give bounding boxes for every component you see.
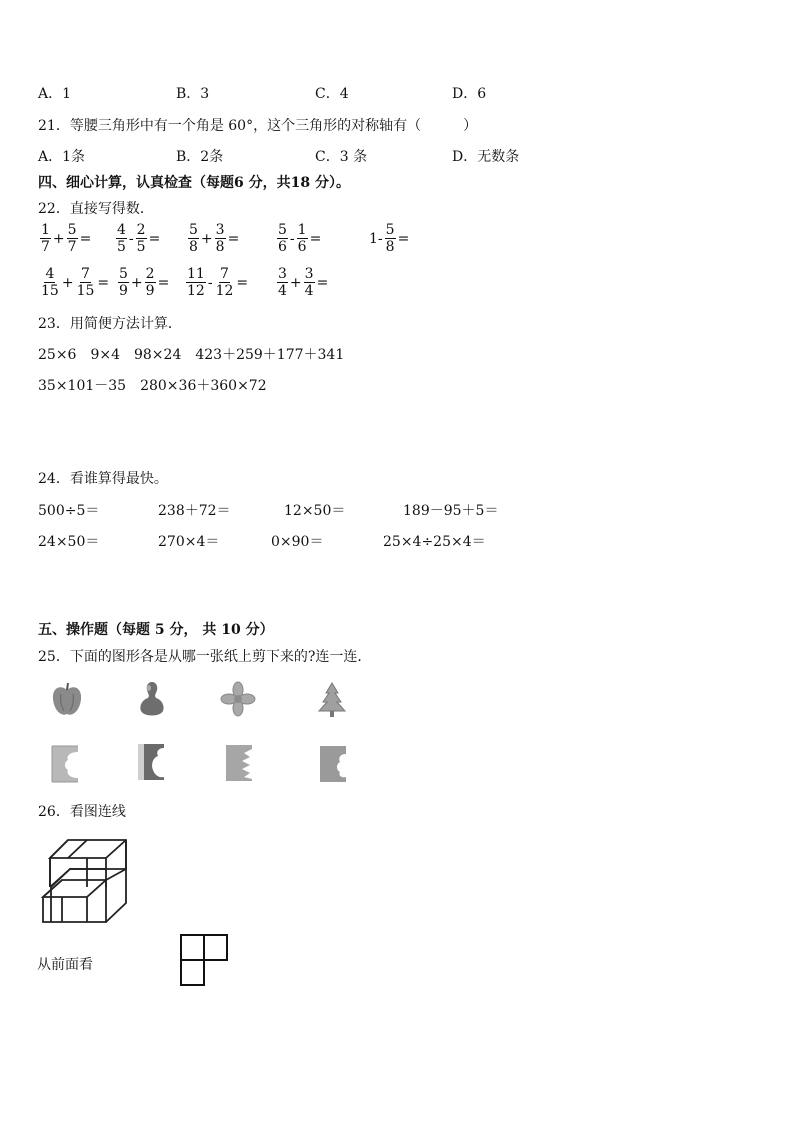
q20-option-b: B．3 — [176, 86, 210, 102]
q22-expr: 1- $\frac{5}{8}$ = — [369, 222, 410, 255]
q20-option-d: D．6 — [452, 86, 487, 102]
q23-line-2: 35×101－35 280×36＋360×72 — [38, 378, 267, 394]
paper-cutout-icon — [136, 742, 166, 782]
q21-option-b: B．2条 — [176, 149, 224, 165]
q24-item: 270×4＝ — [158, 534, 220, 550]
q21-option-a: A．1条 — [38, 149, 86, 165]
q23-line-1: 25×6 9×4 98×24 423＋259＋177＋341 — [38, 347, 345, 363]
q24-item: 24×50＝ — [38, 534, 100, 550]
tree-icon — [316, 682, 348, 718]
front-view-label: 从前面看 — [37, 957, 93, 973]
q22-expr: $\frac{1}{7}$ + $\frac{5}{7}$ = — [41, 222, 92, 255]
q21-option-d: D．无数条 — [452, 149, 520, 165]
q24-item: 12×50＝ — [284, 503, 346, 519]
q25-title: 25．下面的图形各是从哪一张纸上剪下来的?连一连． — [38, 649, 372, 665]
q24-item: 189－95＋5＝ — [403, 503, 499, 519]
cube-stack-figure — [38, 828, 138, 928]
flower-icon — [221, 682, 255, 716]
q24-item: 25×4÷25×4＝ — [383, 534, 486, 550]
paper-cutout-icon — [224, 743, 254, 783]
apple-icon — [50, 682, 84, 718]
section-5-title: 五、操作题（每题 5 分， 共 10 分） — [38, 622, 274, 638]
front-view-diagram — [179, 933, 231, 989]
q26-title: 26．看图连线 — [38, 804, 126, 820]
q24-title: 24．看谁算得最快。 — [38, 471, 168, 487]
q21-question: 21．等腰三角形中有一个角是 60°，这个三角形的对称轴有（ ） — [38, 118, 478, 134]
q22-expr: $\frac{5}{6}$ - $\frac{1}{6}$ = — [278, 222, 322, 255]
q24-item: 0×90＝ — [271, 534, 324, 550]
q22-expr: $\frac{5}{9}$ + $\frac{2}{9}$ = — [119, 266, 170, 299]
q24-item: 238＋72＝ — [158, 503, 231, 519]
q22-expr: $\frac{4}{5}$ - $\frac{2}{5}$ = — [117, 222, 161, 255]
q20-option-a: A．1 — [38, 86, 72, 102]
q22-expr: $\frac{5}{8}$ + $\frac{3}{8}$ = — [189, 222, 240, 255]
gourd-icon — [138, 680, 166, 718]
q22-expr: $\frac{4}{15}$ + $\frac{7}{15}$ = — [41, 266, 110, 299]
section-4-title: 四、细心计算，认真检查（每题6 分，共18 分）。 — [38, 175, 350, 191]
q24-item: 500÷5＝ — [38, 503, 100, 519]
q22-title: 22．直接写得数． — [38, 201, 154, 217]
q22-expr: $\frac{3}{4}$ + $\frac{3}{4}$ = — [278, 266, 329, 299]
q23-title: 23．用简便方法计算． — [38, 316, 182, 332]
q21-option-c: C．3 条 — [315, 149, 368, 165]
paper-cutout-icon — [318, 744, 348, 784]
q20-option-c: C．4 — [315, 86, 349, 102]
paper-cutout-icon — [50, 744, 80, 784]
q22-expr: $\frac{11}{12}$ - $\frac{7}{12}$ = — [187, 266, 249, 299]
